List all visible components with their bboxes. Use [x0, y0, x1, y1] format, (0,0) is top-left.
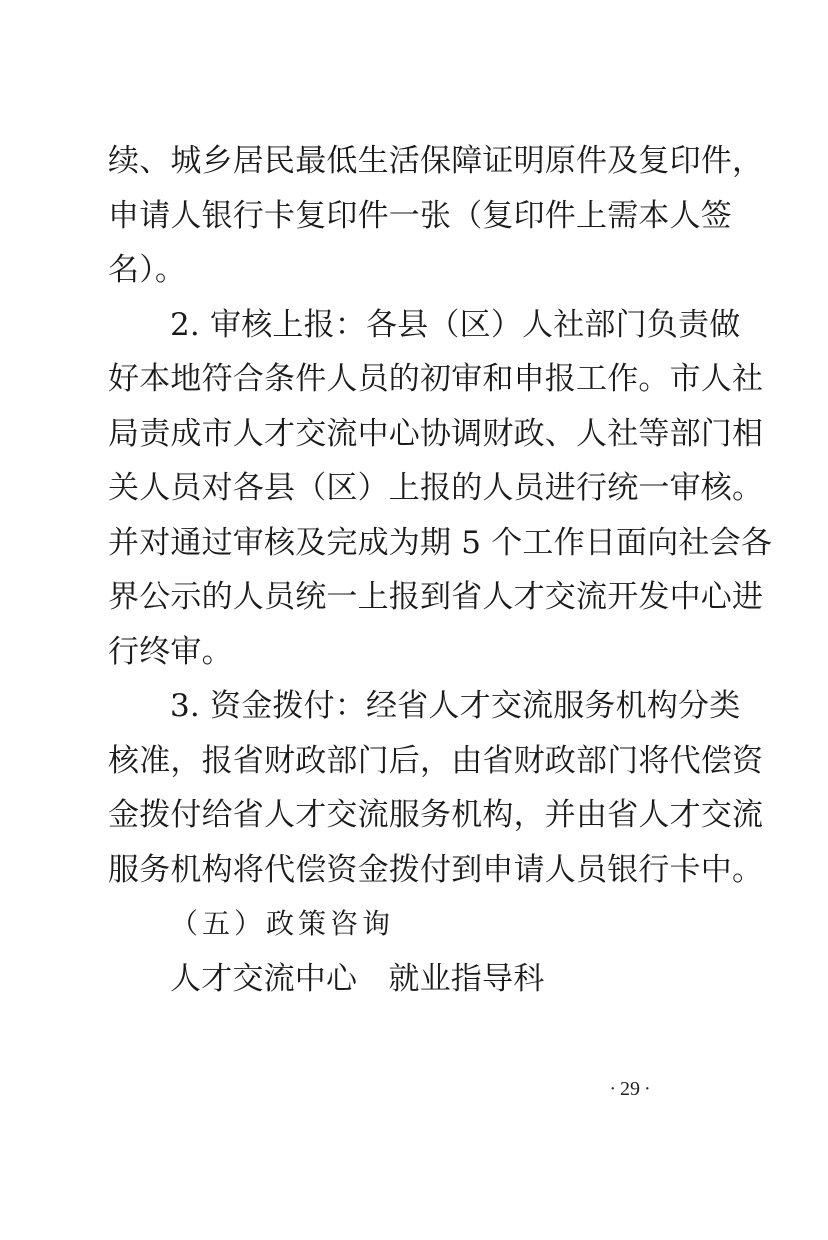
- contact-line: 人才交流中心 就业指导科: [170, 960, 545, 997]
- text-line: 好本地符合条件人员的初审和申报工作。市人社: [108, 361, 764, 397]
- text-line: 界公示的人员统一上报到省人才交流开发中心进: [108, 579, 764, 615]
- text-line: 3. 资金拨付：经省人才交流服务机构分类: [170, 688, 741, 724]
- page-number-value: 29: [620, 1078, 640, 1100]
- section-heading: （五）政策咨询: [170, 907, 395, 940]
- body-text: [108, 134, 773, 1006]
- page-number: · 29 ·: [609, 1078, 651, 1100]
- text-line: 核准，报省财政部门后，由省财政部门将代偿资: [108, 742, 764, 779]
- text-line: 关人员对各县（区）上报的人员进行统一审核。: [108, 470, 764, 506]
- text-line: 续、城乡居民最低生活保障证明原件及复印件，: [108, 143, 764, 179]
- text-line: 服务机构将代偿资金拨付到申请人员银行卡中。: [108, 851, 764, 888]
- text-line: 金拨付给省人才交流服务机构，并由省人才交流: [108, 797, 764, 833]
- text-line: 并对通过审核及完成为期 5 个工作日面向社会各: [108, 524, 773, 561]
- text-line: 申请人银行卡复印件一张（复印件上需本人签: [108, 197, 732, 234]
- text-line: 局责成市人才交流中心协调财政、人社等部门相: [108, 415, 764, 452]
- text-line: 名）。: [108, 252, 187, 288]
- text-line: 行终审。: [108, 633, 233, 670]
- text-line: 2. 审核上报：各县（区）人社部门负责做: [170, 306, 741, 343]
